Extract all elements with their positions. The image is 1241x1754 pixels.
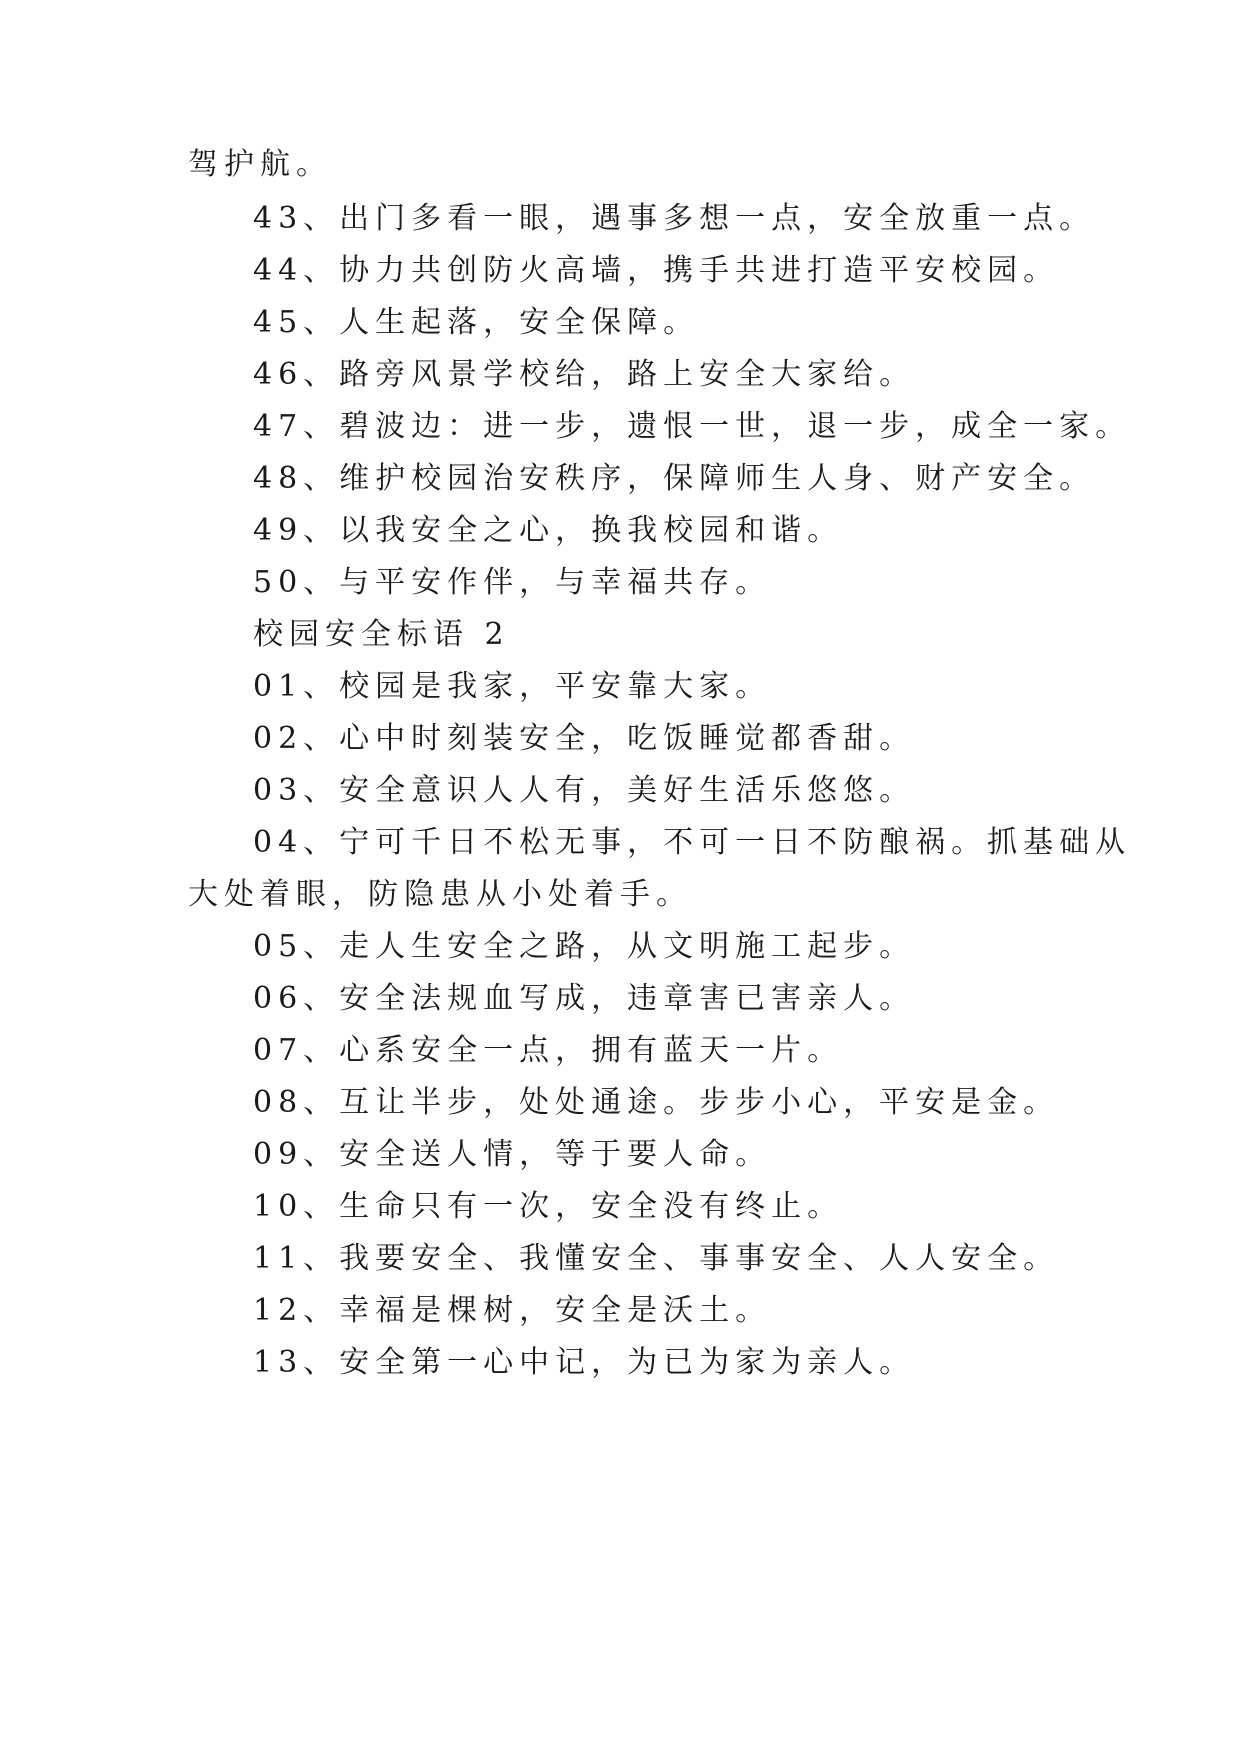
text-line: 驾护航。 (188, 147, 332, 182)
list-item: 12、幸福是棵树，安全是沃土。 (253, 1293, 772, 1328)
list-item: 13、安全第一心中记，为已为家为亲人。 (253, 1345, 916, 1380)
list-item: 48、维护校园治安秩序，保障师生人身、财产安全。 (253, 461, 1096, 496)
list-item: 01、校园是我家，平安靠大家。 (253, 669, 772, 704)
list-item: 45、人生起落，安全保障。 (253, 305, 700, 340)
list-item: 47、碧波边：进一步，遗恨一世，退一步，成全一家。 (253, 409, 1132, 444)
list-item: 05、走人生安全之路，从文明施工起步。 (253, 929, 916, 964)
list-item: 02、心中时刻装安全，吃饭睡觉都香甜。 (253, 721, 916, 756)
section-heading: 校园安全标语 2 (253, 617, 510, 652)
list-item: 10、生命只有一次，安全没有终止。 (253, 1189, 844, 1224)
list-item: 09、安全送人情，等于要人命。 (253, 1137, 772, 1172)
list-item: 46、路旁风景学校给，路上安全大家给。 (253, 357, 916, 392)
list-item: 08、互让半步，处处通途。步步小心，平安是金。 (253, 1085, 1060, 1120)
list-item: 03、安全意识人人有，美好生活乐悠悠。 (253, 773, 916, 808)
list-item: 07、心系安全一点，拥有蓝天一片。 (253, 1033, 844, 1068)
list-item: 04、宁可千日不松无事，不可一日不防酿祸。抓基础从 (253, 825, 1132, 860)
list-item: 43、出门多看一眼，遇事多想一点，安全放重一点。 (253, 201, 1096, 236)
list-item: 49、以我安全之心，换我校园和谐。 (253, 513, 844, 548)
list-item: 44、协力共创防火高墙，携手共进打造平安校园。 (253, 253, 1060, 288)
list-item: 11、我要安全、我懂安全、事事安全、人人安全。 (253, 1241, 1060, 1276)
list-item: 06、安全法规血写成，违章害已害亲人。 (253, 981, 916, 1016)
list-item: 50、与平安作伴，与幸福共存。 (253, 565, 772, 600)
list-item-continuation: 大处着眼，防隐患从小处着手。 (188, 877, 692, 912)
